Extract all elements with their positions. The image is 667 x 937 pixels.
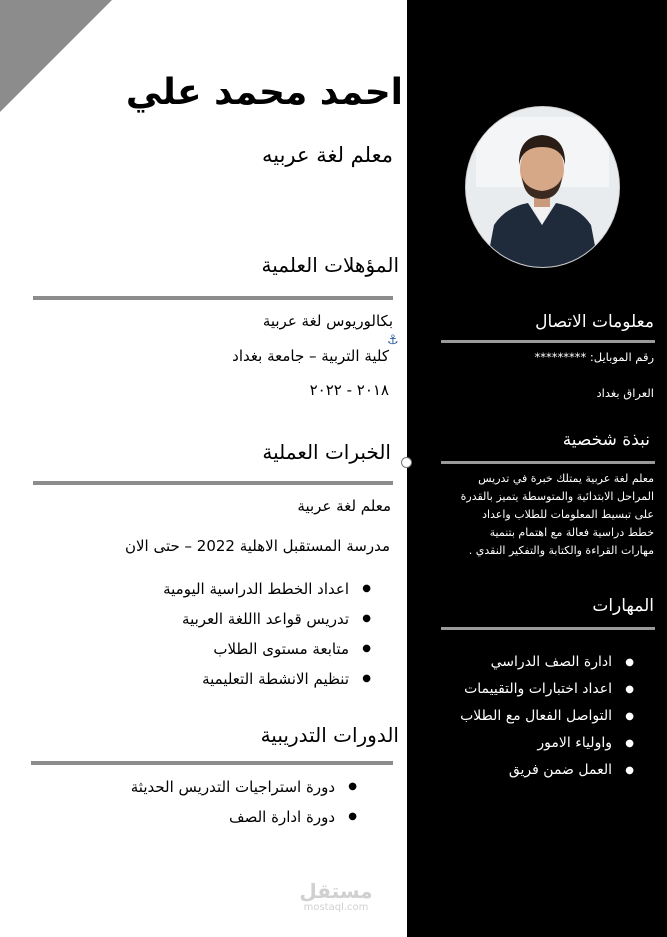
skills-heading: المهارات [592, 596, 654, 616]
corner-triangle [0, 0, 112, 112]
duty-item: ● اعداد الخطط الدراسية اليومية [163, 574, 371, 604]
duty-item: ● تدريس قواعد االلغة العربية [163, 604, 371, 634]
connector-dot [401, 457, 412, 468]
job-title: معلم لغة عربيه [261, 143, 393, 167]
course-item: ● دورة ادارة الصف [131, 802, 357, 832]
about-line: مهارات القراءة والكتابة والتفكير النقدي . [468, 544, 654, 557]
about-line: المراحل الابتدائية والمتوسطة يتميز بالقدرة [460, 490, 654, 503]
courses-heading: الدورات التدريبية [260, 723, 399, 747]
contact-divider [441, 340, 655, 343]
watermark-brand: مستقل [299, 879, 373, 903]
about-divider [441, 461, 655, 464]
courses-divider [31, 761, 393, 765]
duty-item: ● متابعة مستوى الطلاب [163, 634, 371, 664]
watermark [286, 880, 386, 914]
profile-photo [465, 106, 620, 268]
degree: بكالوريوس لغة عربية [262, 312, 393, 330]
skill-item: ● العمل ضمن فريق [460, 757, 634, 784]
skills-list [460, 649, 634, 784]
study-years: ٢٠١٨ - ٢٠٢٢ [309, 381, 389, 399]
contact-location: العراق بغداد [596, 386, 654, 400]
contact-heading: معلومات الاتصال [535, 312, 654, 332]
about-line: معلم لغة عربية يمتلك خبرة في تدريس [478, 472, 654, 485]
skill-item: ● ادارة الصف الدراسي [460, 649, 634, 676]
experience-school: مدرسة المستقبل الاهلية 2022 – حتى الان [124, 537, 390, 555]
about-line: خطط دراسية فعالة مع اهتمام بتنمية [489, 526, 654, 539]
about-text [461, 470, 654, 560]
contact-phone: رقم الموبايل: ********* [534, 350, 654, 364]
courses-list [131, 772, 357, 832]
experience-divider [33, 481, 393, 485]
course-item: ● دورة استراجيات التدريس الحديثة [131, 772, 357, 802]
about-line: على تبسيط المعلومات للطلاب واعداد [482, 508, 654, 521]
skill-item: ● التواصل الفعال مع الطلاب [460, 703, 634, 730]
skill-continuation [460, 730, 634, 757]
duties-list [163, 574, 371, 694]
skills-divider [441, 627, 655, 630]
candidate-name: احمد محمد علي [125, 72, 403, 113]
about-heading: نبذة شخصية [562, 430, 650, 450]
college: كلية التربية – جامعة بغداد [232, 347, 389, 365]
experience-role: معلم لغة عربية [297, 497, 391, 515]
duty-item: ● تنظيم الانشطة التعليمية [163, 664, 371, 694]
experience-heading: الخبرات العملية [262, 440, 391, 464]
watermark-domain: mostaql.com [303, 902, 369, 913]
qualifications-divider [33, 296, 393, 300]
skill-item: ● اعداد اختبارات والتقييمات [460, 676, 634, 703]
qualifications-heading: المؤهلات العلمية [261, 253, 399, 277]
anchor-icon: ⚓ [387, 333, 399, 348]
person-avatar-icon [466, 107, 619, 267]
skill-continuation-text: واولياء الامور [537, 735, 612, 751]
